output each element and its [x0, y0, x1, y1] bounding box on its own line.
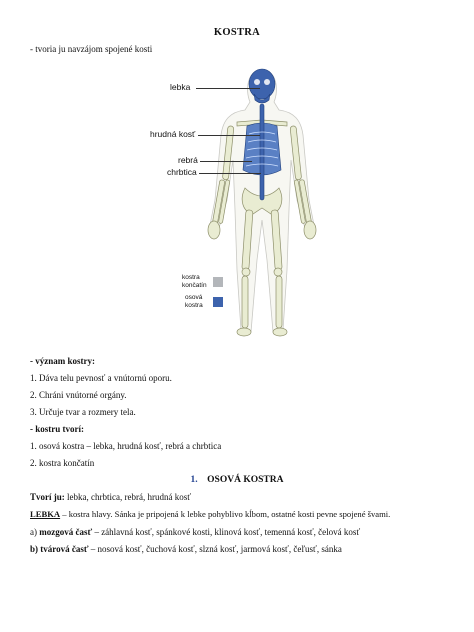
leader-rebra: [200, 161, 252, 162]
mozgova-text: – záhlavná kosť, spánkové kosti, klinová kosť, temenná kosť, čelová kosť: [92, 527, 361, 537]
mozgova-label: mozgová časť: [39, 527, 93, 537]
legend-limb-text: [182, 274, 207, 290]
tvarova-prefix: b): [30, 544, 41, 554]
legend-limb-line2: končatín: [182, 282, 207, 289]
vyznam-item-3: 3. Určuje tvar a rozmery tela.: [30, 407, 136, 417]
label-lebka: lebka: [170, 82, 191, 92]
section-title: OSOVÁ KOSTRA: [207, 475, 284, 485]
tvoria-item-2: 2. kostra končatín: [30, 458, 95, 468]
section-heading: [0, 475, 474, 485]
osova-tvoria-text: lebka, chrbtica, rebrá, hrudná kosť: [64, 492, 192, 502]
legend-axial-swatch: [213, 297, 223, 307]
osova-tvoria-label: Tvorí ju:: [30, 492, 65, 502]
legend-axial-line2: kostra: [185, 302, 203, 309]
legend-axial-text: [185, 294, 203, 310]
leader-chrbtica: [199, 173, 261, 174]
lebka-label: LEBKA: [30, 509, 61, 519]
legend-limb-line1: kostra: [182, 274, 200, 281]
section-number: 1.: [190, 475, 198, 485]
leader-hrudna-kost: [198, 135, 260, 136]
label-rebra: rebrá: [178, 155, 198, 165]
leader-lebka: [196, 88, 260, 89]
page-title: KOSTRA: [213, 27, 261, 38]
tvarova-label: tvárová časť: [40, 544, 89, 554]
vyznam-item-2: 2. Chráni vnútorné orgány.: [30, 390, 127, 400]
mozgova-line: [30, 527, 360, 537]
mozgova-prefix: a): [30, 527, 40, 537]
tvoria-heading: - kostru tvorí:: [30, 424, 84, 434]
legend-limb-swatch: [213, 277, 223, 287]
legend-axial-line1: osová: [185, 294, 203, 301]
label-hrudna-kost: hrudná kosť: [150, 129, 196, 139]
label-chrbtica: chrbtica: [167, 167, 197, 177]
vyznam-item-1: 1. Dáva telu pevnosť a vnútornú oporu.: [30, 373, 172, 383]
lebka-line: [30, 509, 390, 519]
lebka-text: – kostra hlavy. Sánka je pripojená k lebke pohyblivo kĺbom, ostatné kosti pevne spojené švami.: [60, 509, 391, 519]
vyznam-heading: - význam kostry:: [30, 356, 95, 366]
osova-tvoria-line: [30, 492, 191, 502]
tvoria-item-1: 1. osová kostra – lebka, hrudná kosť, rebrá a chrbtica: [30, 441, 222, 451]
intro-text: - tvoria ju navzájom spojené kosti: [30, 44, 153, 54]
tvarova-text: – nosová kosť, čuchová kosť, slzná kosť, jarmová kosť, čeľusť, sánka: [88, 544, 342, 554]
tvarova-line: [30, 544, 342, 554]
